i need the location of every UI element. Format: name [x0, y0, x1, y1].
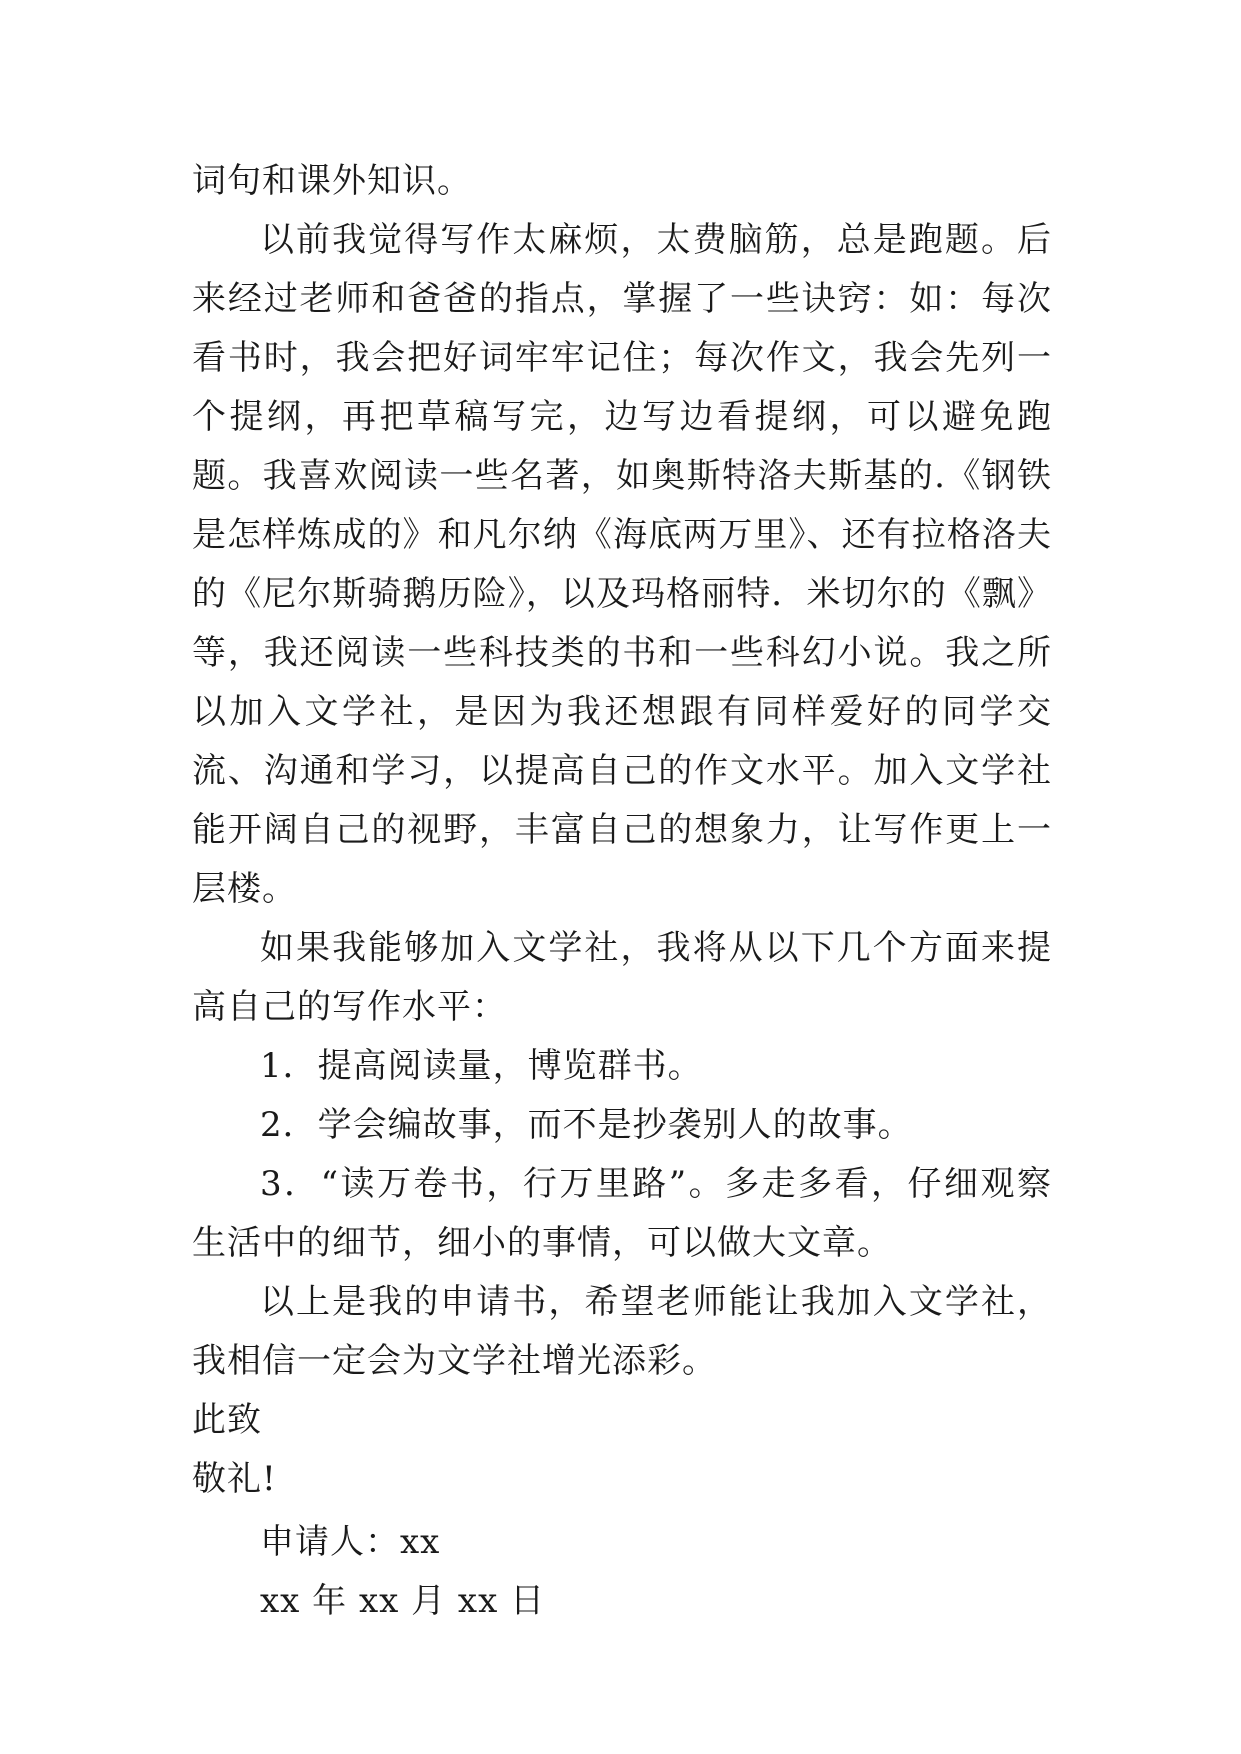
- signature-date: xx 年 xx 月 xx 日: [260, 1581, 546, 1621]
- closing-salutation: 此致: [192, 1400, 262, 1440]
- paragraph-plan-intro: 如果我能够加入文学社，我将从以下几个方面来提高自己的写作水平：: [192, 928, 1052, 1027]
- paragraph-conclusion: 以上是我的申请书，希望老师能让我加入文学社，我相信一定会为文学社增光添彩。: [192, 1282, 1052, 1381]
- list-item-1: 1．提高阅读量，博览群书。: [260, 1046, 703, 1086]
- paragraph-continuation: 词句和课外知识。: [192, 161, 472, 201]
- list-item-3: 3．“读万卷书，行万里路”。多走多看，仔细观察生活中的细节，细小的事情，可以做大文章。: [192, 1164, 1052, 1263]
- list-item-2: 2．学会编故事，而不是抄袭别人的故事。: [260, 1105, 913, 1145]
- letter-body: [192, 152, 1052, 1631]
- closing-regards: 敬礼!: [192, 1459, 277, 1499]
- paragraph-writing-experience: 以前我觉得写作太麻烦，太费脑筋，总是跑题。后来经过老师和爸爸的指点，掌握了一些诀窍：如：每次看书时，我会把好词牢牢记住；每次作文，我会先列一个提纲，再把草稿写完，边写边看提纲，可以避免跑题。我喜欢阅读一些名著，如奥斯特洛夫斯基的.《钢铁是怎样炼成的》和凡尔纳《海底两万里》、还有拉格洛夫的《尼尔斯骑鹅历险》，以及玛格丽特．米切尔的《飘》等，我还阅读一些科技类的书和一些科幻小说。我之所以加入文学社，是因为我还想跟有同样爱好的同学交流、沟通和学习，以提高自己的作文水平。加入文学社能开阔自己的视野，丰富自己的想象力，让写作更上一层楼。: [192, 220, 1052, 909]
- signature-applicant: 申请人：xx: [260, 1522, 441, 1562]
